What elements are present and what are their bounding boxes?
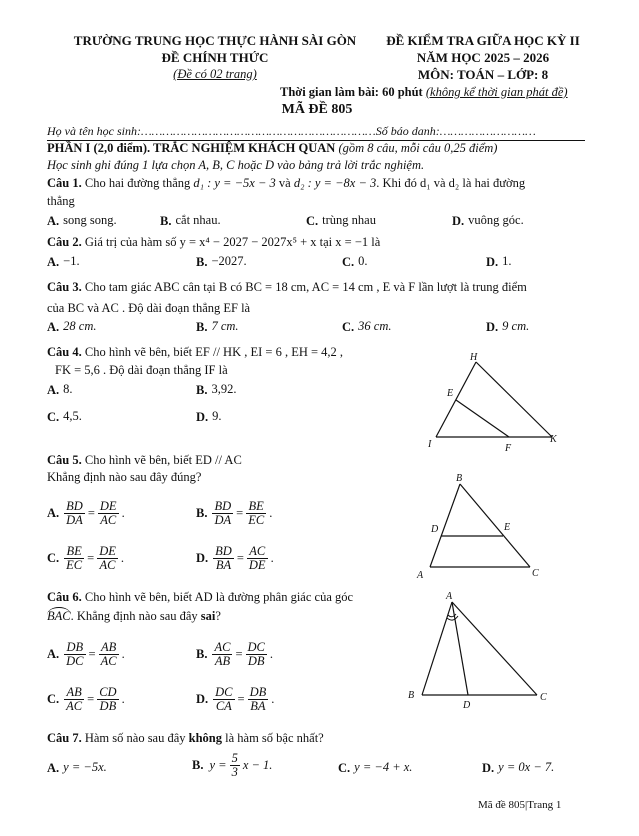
q1-label: Câu 1. — [47, 176, 82, 190]
label-K: K — [550, 434, 557, 445]
option-letter: A. — [47, 760, 60, 775]
q4-text — [47, 345, 343, 360]
q6-option-c[interactable]: C. $\frac{AB}{AC}$ = $\frac{CD}{DB}$ . — [47, 685, 125, 713]
option-text: y = 0x − 7. — [498, 760, 555, 774]
fraction-left — [64, 641, 85, 668]
option-text: 3,92. — [211, 382, 237, 396]
numerator: BE — [64, 545, 84, 559]
option-text: trùng nhau — [322, 213, 376, 227]
q4-body-a: Cho hình vẽ bên, biết EF // HK , EI = 6 , EH = 4,2 , — [84, 345, 344, 359]
label-D: D — [463, 700, 471, 711]
option-text: 7 cm. — [211, 319, 239, 333]
option-letter: C. — [47, 692, 60, 706]
numerator: DC — [247, 640, 265, 654]
q3-body-a: Cho tam giác ABC cân tại B có BC = 18 cm, AC = 14 cm , E và F lần lượt là trung điểm — [84, 280, 527, 294]
q2-body: Giá trị của hàm số y = x⁴ − 2027 − 2027x⁵ + x tại x = −1 là — [84, 235, 381, 249]
fraction-left — [213, 686, 234, 713]
q4-figure — [420, 350, 565, 455]
numerator: DB — [249, 685, 267, 699]
q1-option-b[interactable] — [160, 213, 221, 229]
option-text: 4,5. — [63, 409, 82, 423]
option-letter: B. — [196, 506, 208, 520]
option-letter: D. — [486, 254, 499, 269]
q5-body-a: Cho hình vẽ bên, biết ED // AC — [84, 453, 242, 467]
fraction-left — [212, 500, 233, 527]
exam-code: MÃ ĐỀ 805 — [281, 102, 353, 117]
label-E: E — [447, 388, 454, 399]
q7-khong: không — [188, 731, 223, 745]
official-label: ĐỀ CHÍNH THỨC — [161, 50, 269, 65]
q6-angle: BAC — [47, 609, 71, 623]
part1-title-bold: PHẦN I (2,0 điểm). TRẮC NGHIỆM KHÁCH QUAN — [47, 141, 336, 155]
option-text-post: x − 1. — [242, 758, 273, 772]
numerator: DE — [99, 499, 117, 513]
q1-and: và — [278, 176, 291, 190]
numerator: CD — [99, 685, 117, 699]
q6-option-b[interactable]: B. $\frac{AC}{AB}$ = $\frac{DC}{DB}$ . — [196, 640, 274, 668]
page-footer: Mã đề 805|Trang 1 — [478, 799, 562, 811]
numerator: DB — [64, 641, 85, 655]
option-letter: D. — [196, 409, 209, 424]
denominator: BA — [250, 699, 266, 713]
option-text-pre: y = — [209, 758, 227, 772]
option-text: cắt nhau. — [175, 213, 221, 227]
denominator: AC — [100, 654, 117, 668]
q7-option-a[interactable] — [47, 760, 107, 776]
q2-option-c[interactable] — [342, 254, 368, 270]
numerator: AC — [247, 545, 268, 559]
q6-figure — [400, 588, 560, 718]
option-letter: D. — [196, 692, 209, 706]
q7-text — [47, 731, 324, 746]
option-letter: A. — [47, 213, 60, 228]
q1-option-a[interactable] — [47, 213, 117, 229]
option-text: 1. — [502, 254, 512, 268]
segment-IH — [436, 362, 476, 437]
option-letter: B. — [160, 213, 172, 228]
numerator: 5 — [231, 751, 238, 765]
q6-option-a[interactable]: A. $\frac{DB}{DC}$ = $\frac{AB}{AC}$ . — [47, 640, 125, 668]
q6-option-d[interactable]: D. $\frac{DC}{CA}$ = $\frac{DB}{BA}$ . — [196, 685, 275, 713]
option-letter: A. — [47, 647, 60, 661]
part1-title-note: (gồm 8 câu, mỗi câu 0,25 điểm) — [338, 141, 498, 155]
denominator: EC — [66, 558, 83, 572]
option-letter: B. — [192, 758, 204, 772]
fraction-left — [64, 545, 84, 572]
option-letter: D. — [452, 213, 465, 228]
q3-option-c[interactable] — [342, 319, 391, 335]
denominator: BA — [215, 558, 232, 572]
q3-option-b[interactable] — [196, 319, 239, 335]
q4-option-c[interactable] — [47, 409, 82, 425]
option-text: 9 cm. — [502, 319, 530, 333]
q6-body-c: ? — [215, 609, 221, 623]
part1-instruction: Học sinh ghi đúng 1 lựa chọn A, B, C hoặc D vào bảng trả lời trắc nghiệm. — [47, 158, 425, 172]
label-A: A — [417, 570, 424, 581]
q4-body-b: FK = 5,6 . Độ dài đoạn thẳng IF là — [55, 363, 228, 377]
q3-option-d[interactable] — [486, 319, 529, 335]
segment-AC — [452, 602, 537, 695]
q4-option-d[interactable] — [196, 409, 222, 425]
option-letter: C. — [342, 319, 355, 334]
q6-sai: sai — [200, 609, 216, 623]
denominator: DE — [248, 558, 266, 572]
numerator: BE — [246, 500, 266, 514]
time-note: (không kể thời gian phát đề) — [425, 85, 568, 99]
q5-figure — [410, 470, 560, 585]
segment-EF — [456, 400, 509, 437]
q4-option-a[interactable] — [47, 382, 73, 398]
q7-option-d[interactable] — [482, 760, 554, 776]
label-A: A — [446, 591, 453, 602]
numerator: DE — [99, 544, 116, 558]
q3-option-a[interactable] — [47, 319, 96, 335]
numerator: BD — [215, 544, 232, 558]
denominator: AC — [100, 513, 117, 527]
numerator: AB — [64, 686, 84, 700]
part1-title — [47, 141, 497, 156]
denominator: DB — [99, 699, 117, 713]
exam-title: ĐỀ KIỂM TRA GIỮA HỌC KỲ II — [386, 33, 580, 48]
option-letter: C. — [47, 409, 60, 424]
label-C: C — [540, 692, 547, 703]
q1-text — [47, 176, 525, 191]
fraction-left — [64, 686, 84, 713]
q1-line1: d₁ : y = −5x − 3 — [193, 176, 276, 190]
fraction-right — [247, 545, 268, 572]
school-year: NĂM HỌC 2025 – 2026 — [416, 50, 550, 65]
fraction-left — [64, 500, 85, 527]
q5-option-c[interactable]: C. $\frac{BE}{EC}$ = $\frac{DE}{AC}$ . — [47, 544, 124, 572]
numerator: BD — [66, 499, 83, 513]
numerator: AB — [99, 641, 119, 655]
time-bold: Thời gian làm bài: 60 phút — [280, 85, 423, 99]
denominator: 3 — [231, 765, 238, 779]
label-E: E — [504, 522, 511, 533]
fraction-right — [97, 545, 118, 572]
option-letter: D. — [486, 319, 499, 334]
q7-label: Câu 7. — [47, 731, 82, 745]
q1-option-d[interactable] — [452, 213, 524, 229]
q2-option-a[interactable] — [47, 254, 80, 270]
denominator: EC — [248, 513, 265, 527]
q5-body-b: Khẳng định nào sau đây đúng? — [47, 470, 202, 484]
option-text: −2027. — [211, 254, 247, 268]
q5-option-a[interactable]: A. $\frac{BD}{DA}$ = $\frac{DE}{AC}$ . — [47, 499, 125, 527]
q7-body-b: là hàm số bậc nhất? — [225, 731, 324, 745]
option-letter: B. — [196, 319, 208, 334]
q2-option-d[interactable] — [486, 254, 512, 270]
denominator: DA — [66, 513, 83, 527]
numerator: AC — [214, 640, 231, 654]
denominator: CA — [215, 699, 232, 713]
student-info-line: Họ và tên học sinh:…………………………………………………………Số báo danh:……………………… — [47, 124, 536, 138]
option-letter: A. — [47, 506, 60, 520]
q3-body-b: của BC và AC . Độ dài đoạn thẳng EF là — [47, 301, 251, 315]
label-I: I — [428, 439, 432, 450]
q1-option-c[interactable] — [306, 213, 376, 229]
q3-label: Câu 3. — [47, 280, 82, 294]
option-text: y = −5x. — [63, 760, 107, 774]
q3-text — [47, 280, 527, 295]
q5-option-b[interactable]: B. $\frac{BD}{DA}$ = $\frac{BE}{EC}$ . — [196, 499, 273, 527]
fraction-right — [97, 686, 118, 713]
fraction-right — [248, 686, 269, 713]
option-letter: D. — [196, 551, 209, 565]
option-text: 0. — [358, 254, 368, 268]
fraction-right — [246, 500, 266, 527]
q4-option-b[interactable] — [196, 382, 236, 398]
q2-label: Câu 2. — [47, 235, 82, 249]
fraction-right — [99, 641, 119, 668]
q5-option-d[interactable]: D. $\frac{BD}{BA}$ = $\frac{AC}{DE}$ . — [196, 544, 274, 572]
option-text: 9. — [212, 409, 222, 423]
q7-option-c[interactable] — [338, 760, 412, 776]
option-letter: C. — [47, 551, 60, 565]
label-C: C — [532, 568, 539, 579]
q6-body-a: Cho hình vẽ bên, biết AD là đường phân giác của góc — [84, 590, 354, 604]
q1-line2: d₂ : y = −8x − 3 — [293, 176, 377, 190]
fraction-left — [213, 545, 234, 572]
q1-text-a: Cho hai đường thẳng — [84, 176, 191, 190]
denominator: AC — [99, 558, 116, 572]
fraction-left — [212, 641, 232, 668]
option-text: y = −4 + x. — [354, 760, 413, 774]
q6-body-b: . Khẳng định nào sau đây — [70, 609, 198, 623]
q1-text-b: . Khi đó d₁ và d₂ là hai đường — [376, 176, 526, 190]
option-letter: A. — [47, 319, 60, 334]
label-B: B — [456, 473, 463, 484]
fraction-right — [98, 500, 119, 527]
q2-text — [47, 235, 380, 250]
segment-BC — [460, 484, 530, 567]
option-letter: A. — [47, 382, 60, 397]
denominator: AB — [214, 654, 231, 668]
denominator: DB — [247, 654, 265, 668]
q7-option-b[interactable] — [192, 752, 274, 779]
option-letter: C. — [338, 760, 351, 775]
numerator: BD — [214, 499, 232, 513]
q6-body-line2 — [47, 609, 221, 624]
option-text: vuông góc. — [468, 213, 524, 227]
time-allowed — [280, 85, 568, 100]
option-letter: C. — [306, 213, 319, 228]
option-letter: C. — [342, 254, 355, 269]
option-text: 28 cm. — [63, 319, 97, 333]
label-F: F — [505, 443, 512, 454]
school-name: TRƯỜNG TRUNG HỌC THỰC HÀNH SÀI GÒN — [73, 33, 357, 48]
denominator: DA — [214, 513, 232, 527]
numerator: DC — [215, 685, 233, 699]
option-text: song song. — [63, 213, 117, 227]
option-text: −1. — [63, 254, 80, 268]
page-count: (Đề có 02 trang) — [173, 67, 257, 81]
option-letter: A. — [47, 254, 60, 269]
option-letter: D. — [482, 760, 495, 775]
label-B: B — [408, 690, 415, 701]
denominator: AC — [66, 699, 83, 713]
q4-label: Câu 4. — [47, 345, 82, 359]
q1-text-c: thẳng — [47, 194, 75, 208]
option-text: 36 cm. — [358, 319, 392, 333]
label-H: H — [470, 352, 478, 363]
q5-label: Câu 5. — [47, 453, 82, 467]
q6-text — [47, 590, 353, 605]
q2-option-b[interactable] — [196, 254, 247, 270]
option-letter: B. — [196, 382, 208, 397]
q5-text — [47, 453, 242, 468]
segment-AB — [422, 602, 452, 695]
option-letter: B. — [196, 647, 208, 661]
q6-label: Câu 6. — [47, 590, 82, 604]
fraction — [230, 752, 240, 779]
segment-HK — [476, 362, 552, 437]
label-D: D — [431, 524, 439, 535]
option-text: 8. — [63, 382, 73, 396]
option-letter: B. — [196, 254, 208, 269]
q7-body-a: Hàm số nào sau đây — [84, 731, 186, 745]
fraction-right — [246, 641, 267, 668]
denominator: DC — [66, 654, 84, 668]
subject-grade: MÔN: TOÁN – LỚP: 8 — [417, 67, 549, 82]
